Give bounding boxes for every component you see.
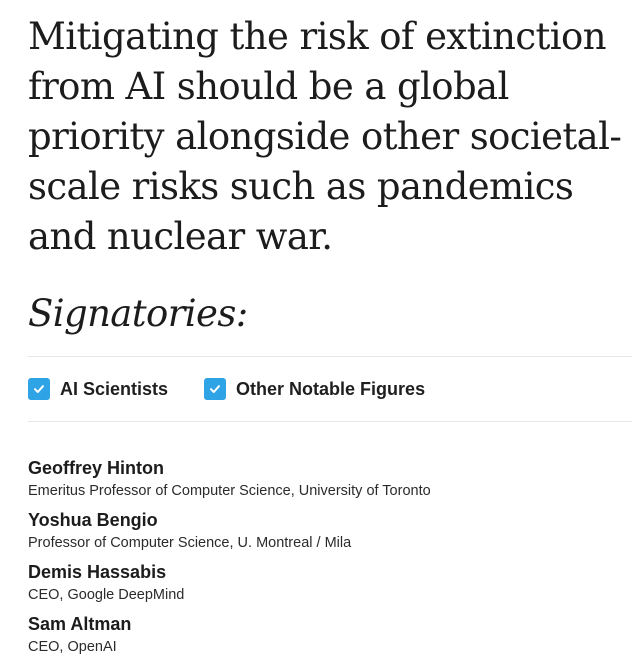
other-notable-figures-checkbox[interactable] [204,378,226,400]
signatory-title: Emeritus Professor of Computer Science, University of Toronto [28,483,431,499]
statement-heading: Mitigating the risk of extinction from AI should be a global priority alongside other societal-scale risks such as pandemics and nuclear war. [28,15,622,258]
checkmark-icon [32,382,46,396]
signatory-list [28,456,431,664]
signatory-item [28,612,431,664]
filter-other-notable-figures[interactable] [204,378,425,400]
signatory-name: Geoffrey Hinton [28,458,165,478]
filter-label: Other Notable Figures [236,378,426,399]
ai-scientists-checkbox[interactable] [28,378,50,400]
filter-ai-scientists[interactable] [28,378,168,400]
signatories-heading: Signatories: [28,292,248,335]
divider [28,421,632,422]
signatory-title: CEO, OpenAI [28,639,117,655]
filter-label: AI Scientists [60,378,169,399]
signatory-item [28,456,431,508]
signatory-filters [28,376,425,402]
signatory-title: Professor of Computer Science, U. Montreal / Mila [28,535,352,551]
signatory-item [28,508,431,560]
signatory-name: Demis Hassabis [28,562,167,582]
signatory-item [28,560,431,612]
checkmark-icon [208,382,222,396]
signatory-name: Yoshua Bengio [28,510,158,530]
signatory-title: CEO, Google DeepMind [28,587,185,603]
signatory-name: Sam Altman [28,614,132,634]
divider [28,356,632,357]
